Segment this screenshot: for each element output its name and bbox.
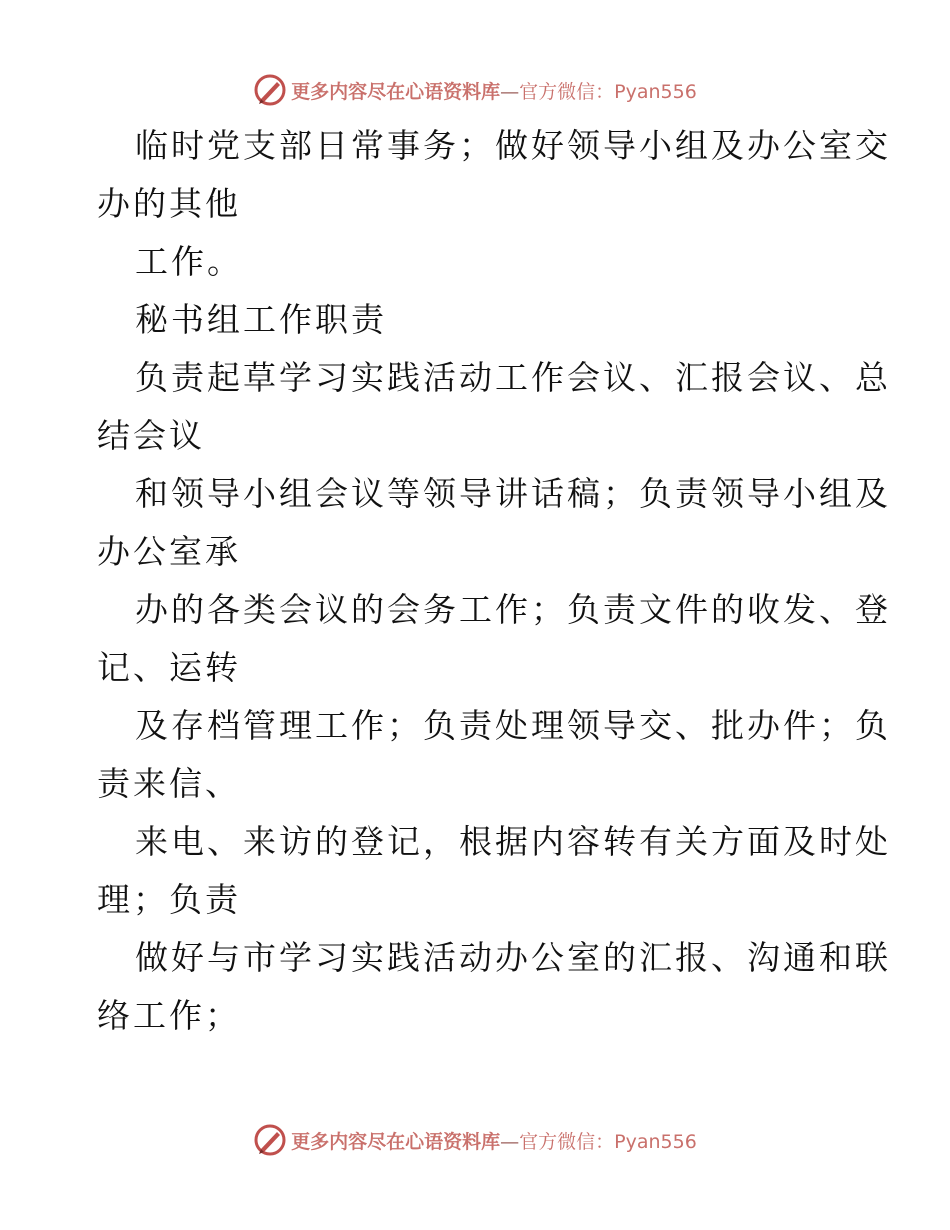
pen-logo-icon [253, 1123, 287, 1157]
paragraph-line: 理；负责 [97, 880, 241, 919]
footer-text: 更多内容尽在心语资料库—官方微信：Pyan556 [291, 1130, 697, 1153]
pen-logo-icon [253, 73, 287, 107]
paragraph-line: 络工作； [97, 996, 241, 1035]
paragraph-line: 和领导小组会议等领导讲话稿；负责领导小组及 [135, 474, 891, 513]
paragraph-line: 临时党支部日常事务；做好领导小组及办公室交 [135, 126, 891, 165]
document-body [97, 117, 891, 1045]
paragraph-line: 做好与市学习实践活动办公室的汇报、沟通和联 [135, 938, 891, 977]
paragraph-line: 工作。 [135, 242, 243, 281]
paragraph-line: 办的其他 [97, 184, 241, 223]
header-text: 更多内容尽在心语资料库—官方微信：Pyan556 [291, 80, 697, 103]
paragraph-line: 及存档管理工作；负责处理领导交、批办件；负 [135, 706, 891, 745]
paragraph-line: 记、运转 [97, 648, 241, 687]
paragraph-line: 结会议 [97, 416, 205, 455]
paragraph-line: 办公室承 [97, 532, 241, 571]
paragraph-line: 办的各类会议的会务工作；负责文件的收发、登 [135, 590, 891, 629]
paragraph-line: 来电、来访的登记，根据内容转有关方面及时处 [135, 822, 891, 861]
paragraph-line: 负责起草学习实践活动工作会议、汇报会议、总 [135, 358, 891, 397]
paragraph-line: 秘书组工作职责 [135, 300, 387, 339]
header-banner [0, 70, 950, 110]
footer-banner [0, 1120, 950, 1160]
paragraph-line: 责来信、 [97, 764, 241, 803]
